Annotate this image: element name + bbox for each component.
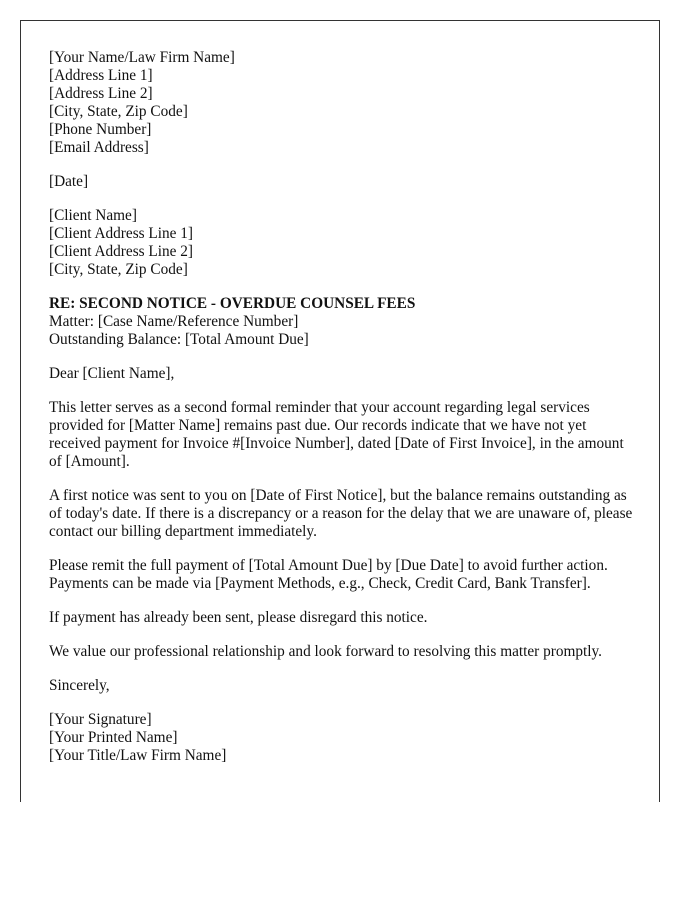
letter-content bbox=[49, 49, 639, 781]
sender-city-state-zip: [City, State, Zip Code] bbox=[49, 103, 188, 120]
recipient-address-line-2: [Client Address Line 2] bbox=[49, 243, 194, 260]
body-paragraph-5: We value our professional relationship and look forward to resolving this matter promptly. bbox=[49, 643, 603, 660]
body-paragraph-2: A first notice was sent to you on [Date of First Notice], but the balance remains outstanding as of today's date. If there is a discrepancy or a reason for the delay that we are unaware of, please contact our billing department immediately. bbox=[49, 487, 633, 540]
signature-block bbox=[49, 711, 639, 765]
salutation: Dear [Client Name], bbox=[49, 365, 175, 382]
letter-page bbox=[20, 20, 660, 802]
signer-title: [Your Title/Law Firm Name] bbox=[49, 747, 227, 764]
closing: Sincerely, bbox=[49, 677, 110, 694]
signature: [Your Signature] bbox=[49, 711, 152, 728]
body-paragraph-3: Please remit the full payment of [Total Amount Due] by [Due Date] to avoid further action. Payments can be made via [Payment Methods, e.g., Check, Credit Card, Bank Transfer]. bbox=[49, 557, 608, 592]
subject-block bbox=[49, 295, 639, 349]
sender-block bbox=[49, 49, 639, 157]
sender-address-line-2: [Address Line 2] bbox=[49, 85, 153, 102]
letter-date: [Date] bbox=[49, 173, 89, 190]
body-paragraph-1: This letter serves as a second formal reminder that your account regarding legal services provided for [Matter Name] remains past due. Our records indicate that we have not yet received payment for Invoice #[Invoice Number], dated [Date of First Invoice], in the amount of [Amount]. bbox=[49, 399, 624, 470]
matter-line: Matter: [Case Name/Reference Number] bbox=[49, 313, 299, 330]
sender-phone: [Phone Number] bbox=[49, 121, 152, 138]
outstanding-balance-line: Outstanding Balance: [Total Amount Due] bbox=[49, 331, 309, 348]
recipient-block bbox=[49, 207, 639, 279]
recipient-city-state-zip: [City, State, Zip Code] bbox=[49, 261, 188, 278]
body-paragraph-4: If payment has already been sent, please disregard this notice. bbox=[49, 609, 428, 626]
sender-name: [Your Name/Law Firm Name] bbox=[49, 49, 235, 66]
sender-address-line-1: [Address Line 1] bbox=[49, 67, 153, 84]
subject-line: RE: SECOND NOTICE - OVERDUE COUNSEL FEES bbox=[49, 295, 416, 312]
recipient-name: [Client Name] bbox=[49, 207, 137, 224]
printed-name: [Your Printed Name] bbox=[49, 729, 178, 746]
date-block bbox=[49, 173, 639, 191]
sender-email: [Email Address] bbox=[49, 139, 149, 156]
recipient-address-line-1: [Client Address Line 1] bbox=[49, 225, 194, 242]
